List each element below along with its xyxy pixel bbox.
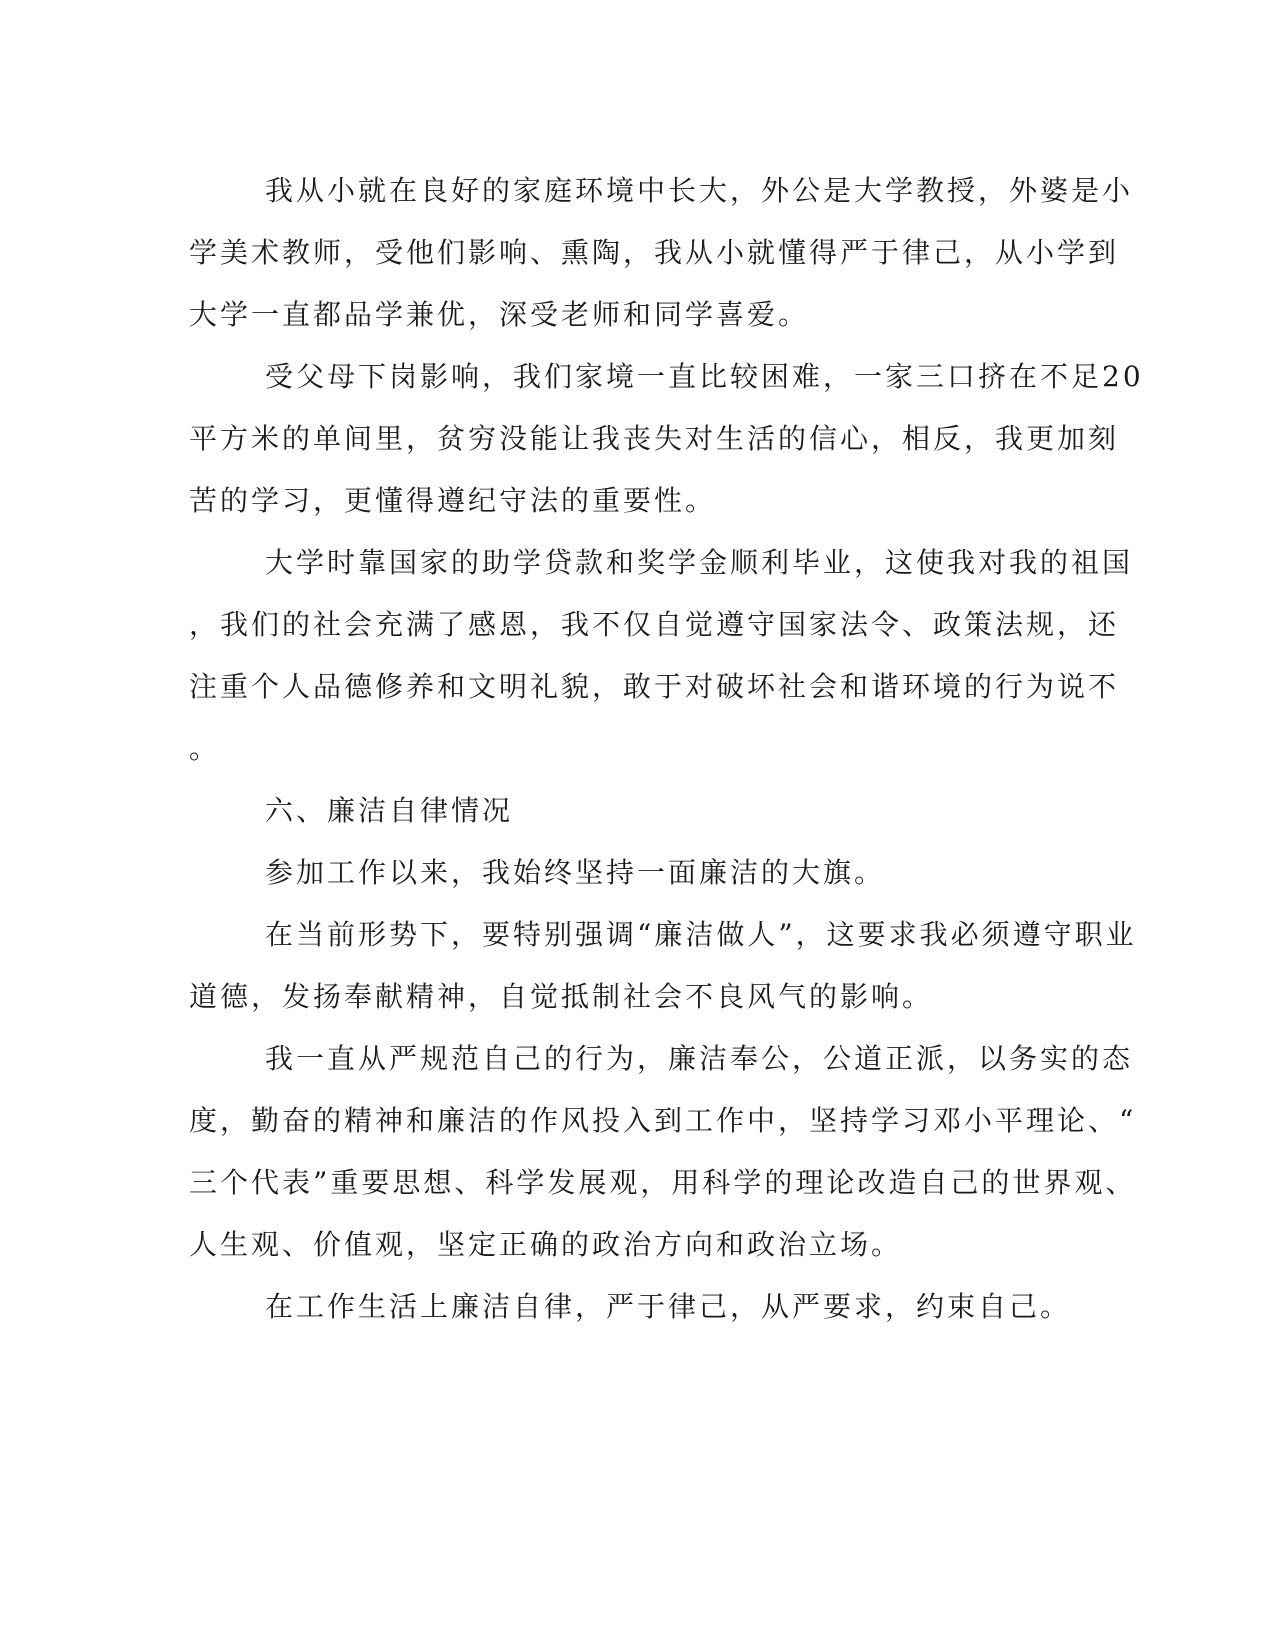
text-line: 参加工作以来，我始终坚持一面廉洁的大旗。: [265, 856, 886, 889]
text-line: 我一直从严规范自己的行为，廉洁奉公，公道正派，以务实的态: [265, 1042, 1134, 1075]
text-line: 度，勤奋的精神和廉洁的作风投入到工作中，坚持学习邓小平理论、“: [189, 1104, 1137, 1137]
text-line: 。: [189, 732, 221, 765]
text-line: 道德，发扬奉献精神，自觉抵制社会不良风气的影响。: [189, 980, 934, 1013]
text-line: 平方米的单间里，贫穷没能让我丧失对生活的信心，相反，我更加刻: [189, 422, 1120, 455]
text-line: 我从小就在良好的家庭环境中长大，外公是大学教授，外婆是小: [265, 174, 1134, 207]
text-line: 苦的学习，更懂得遵纪守法的重要性。: [189, 484, 717, 517]
text-line: 人生观、价值观，坚定正确的政治方向和政治立场。: [189, 1228, 903, 1261]
text-line: ，我们的社会充满了感恩，我不仅自觉遵守国家法令、政策法规，还: [189, 608, 1120, 641]
text-line: 注重个人品德修养和文明礼貌，敢于对破坏社会和谐环境的行为说不: [189, 670, 1120, 703]
body-text: [189, 160, 1144, 1338]
text-line: 学美术教师，受他们影响、熏陶，我从小就懂得严于律己，从小学到: [189, 236, 1120, 269]
text-line: 大学时靠国家的助学贷款和奖学金顺利毕业，这使我对我的祖国: [265, 546, 1134, 579]
text-line: 大学一直都品学兼优，深受老师和同学喜爱。: [189, 298, 810, 331]
text-line: 三个代表”重要思想、科学发展观，用科学的理论改造自己的世界观、: [189, 1166, 1137, 1199]
text-line: 受父母下岗影响，我们家境一直比较困难，一家三口挤在不足20: [265, 360, 1144, 393]
text-line: 在当前形势下，要特别强调“廉洁做人”，这要求我必须遵守职业: [265, 918, 1137, 951]
section-heading: 六、廉洁自律情况: [265, 794, 514, 827]
text-line: 在工作生活上廉洁自律，严于律己，从严要求，约束自己。: [265, 1290, 1072, 1323]
